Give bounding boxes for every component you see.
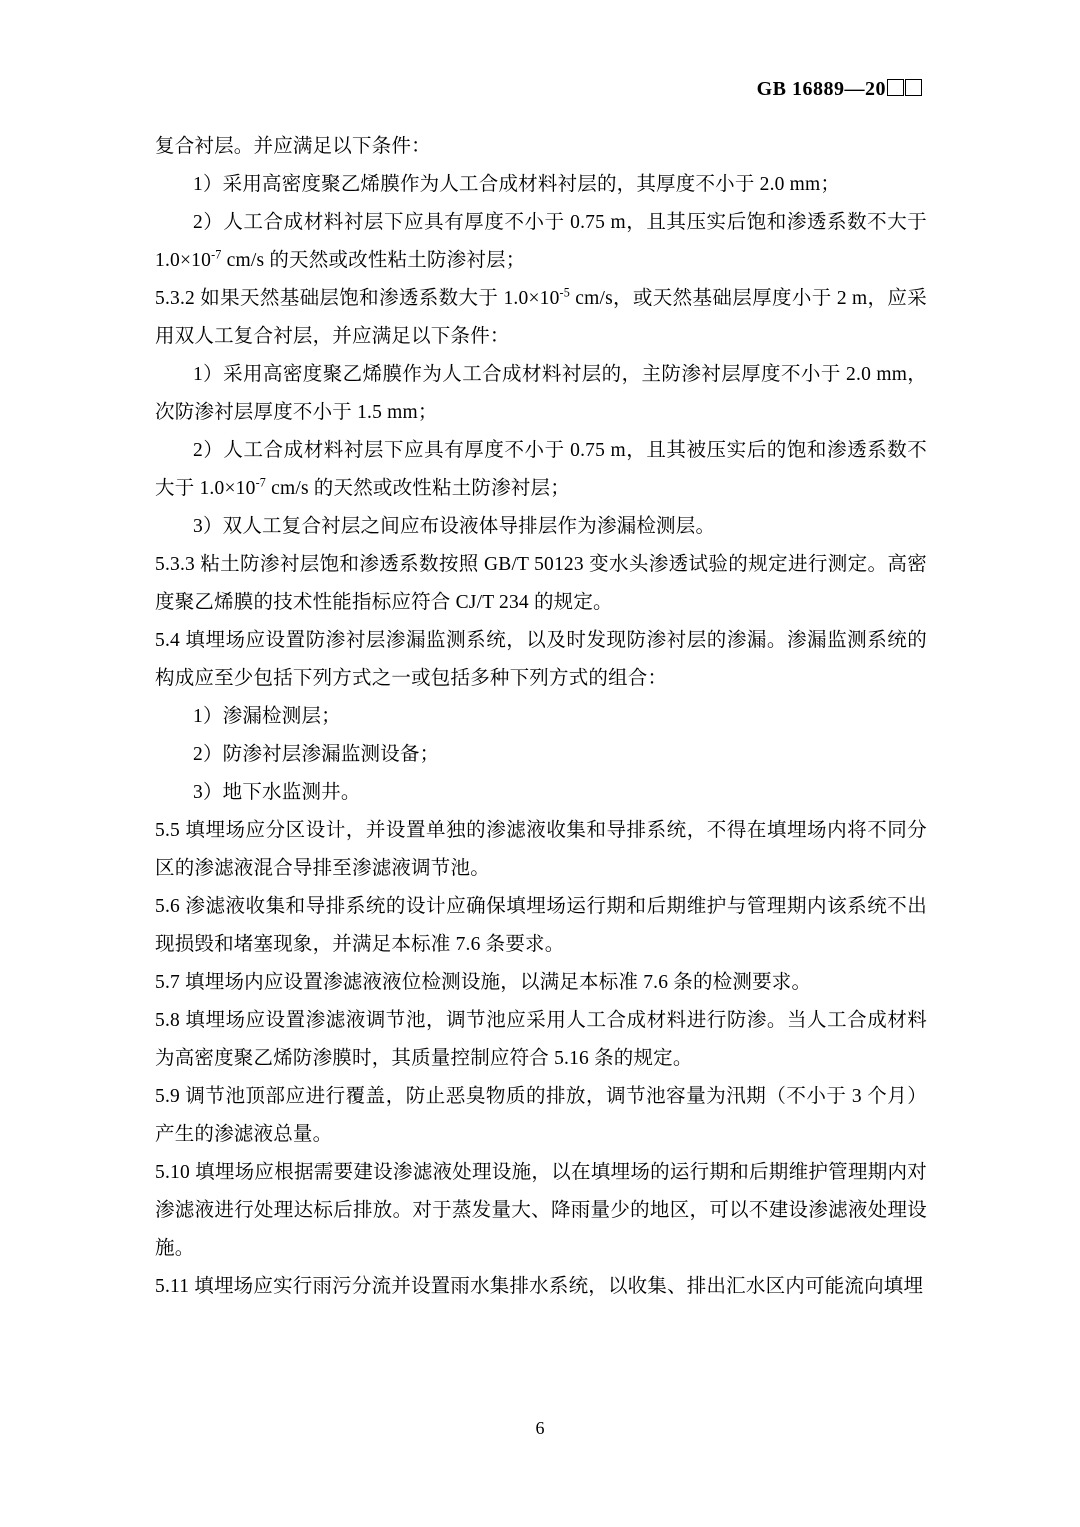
paragraph: 复合衬层。并应满足以下条件：	[155, 136, 431, 157]
paragraph: 1）采用高密度聚乙烯膜作为人工合成材料衬层的，其厚度不小于 2.0 mm；	[193, 174, 841, 195]
paragraph: 2）人工合成材料衬层下应具有厚度不小于 0.75 m，且其被压实后的饱和渗透系数不大于 $1.0\times 10^{-7}$ cm/s 的天然或改性粘土防渗衬层；	[155, 440, 927, 499]
standard-code-text: GB 16889—20	[756, 78, 886, 100]
paragraph: 5.11 填埋场应实行雨污分流并设置雨水集排水系统，以收集、排出汇水区内可能流向填埋	[155, 1276, 924, 1297]
paragraph: 5.6 渗滤液收集和导排系统的设计应确保填埋场运行期和后期维护与管理期内该系统不出现损毁和堵塞现象，并满足本标准 7.6 条要求。	[155, 896, 927, 955]
paragraph: 5.3.2 如果天然基础层饱和渗透系数大于 $1.0\times 10^{-5}$ cm/s，或天然基础层厚度小于 2 m，应采用双人工复合衬层，并应满足以下条件：	[155, 285, 927, 347]
paragraph: 5.3.3 粘土防渗衬层饱和渗透系数按照 GB/T 50123 变水头渗透试验的规定进行测定。高密度聚乙烯膜的技术性能指标应符合 CJ/T 234 的规定。	[155, 554, 927, 613]
blank-box-2	[905, 79, 922, 96]
paragraph: 5.5 填埋场应分区设计，并设置单独的渗滤液收集和导排系统，不得在填埋场内将不同分区的渗滤液混合导排至渗滤液调节池。	[155, 820, 927, 879]
blank-box-1	[887, 79, 904, 96]
paragraph: 5.7 填埋场内应设置渗滤液液位检测设施，以满足本标准 7.6 条的检测要求。	[155, 972, 812, 993]
paragraph: 5.10 填埋场应根据需要建设渗滤液处理设施，以在填埋场的运行期和后期维护管理期内对渗滤液进行处理达标后排放。对于蒸发量大、降雨量少的地区，可以不建设渗滤液处理设施。	[155, 1162, 927, 1259]
page-header	[757, 78, 922, 101]
page-number: 6	[535, 1418, 545, 1438]
paragraph: 3）双人工复合衬层之间应布设液体导排层作为渗漏检测层。	[193, 516, 716, 537]
paragraph: 5.4 填埋场应设置防渗衬层渗漏监测系统，以及时发现防渗衬层的渗漏。渗漏监测系统的构成应至少包括下列方式之一或包括多种下列方式的组合：	[155, 630, 927, 689]
paragraph: 2）人工合成材料衬层下应具有厚度不小于 0.75 m，且其压实后饱和渗透系数不大于 $1.0\times 10^{-7}$ cm/s 的天然或改性粘土防渗衬层；	[155, 212, 927, 271]
paragraph: 1）渗漏检测层；	[193, 706, 341, 727]
paragraph: 1）采用高密度聚乙烯膜作为人工合成材料衬层的，主防渗衬层厚度不小于 2.0 mm，次防渗衬层厚度不小于 1.5 mm；	[155, 364, 927, 423]
paragraph: 2）防渗衬层渗漏监测设备；	[193, 744, 440, 765]
paragraph: 5.9 调节池顶部应进行覆盖，防止恶臭物质的排放，调节池容量为汛期（不小于 3 个月）产生的渗滤液总量。	[155, 1086, 927, 1145]
paragraph: 5.8 填埋场应设置渗滤液调节池，调节池应采用人工合成材料进行防渗。当人工合成材料为高密度聚乙烯防渗膜时，其质量控制应符合 5.16 条的规定。	[155, 1010, 927, 1069]
paragraph: 3）地下水监测井。	[193, 782, 361, 803]
document-body	[155, 128, 927, 1306]
